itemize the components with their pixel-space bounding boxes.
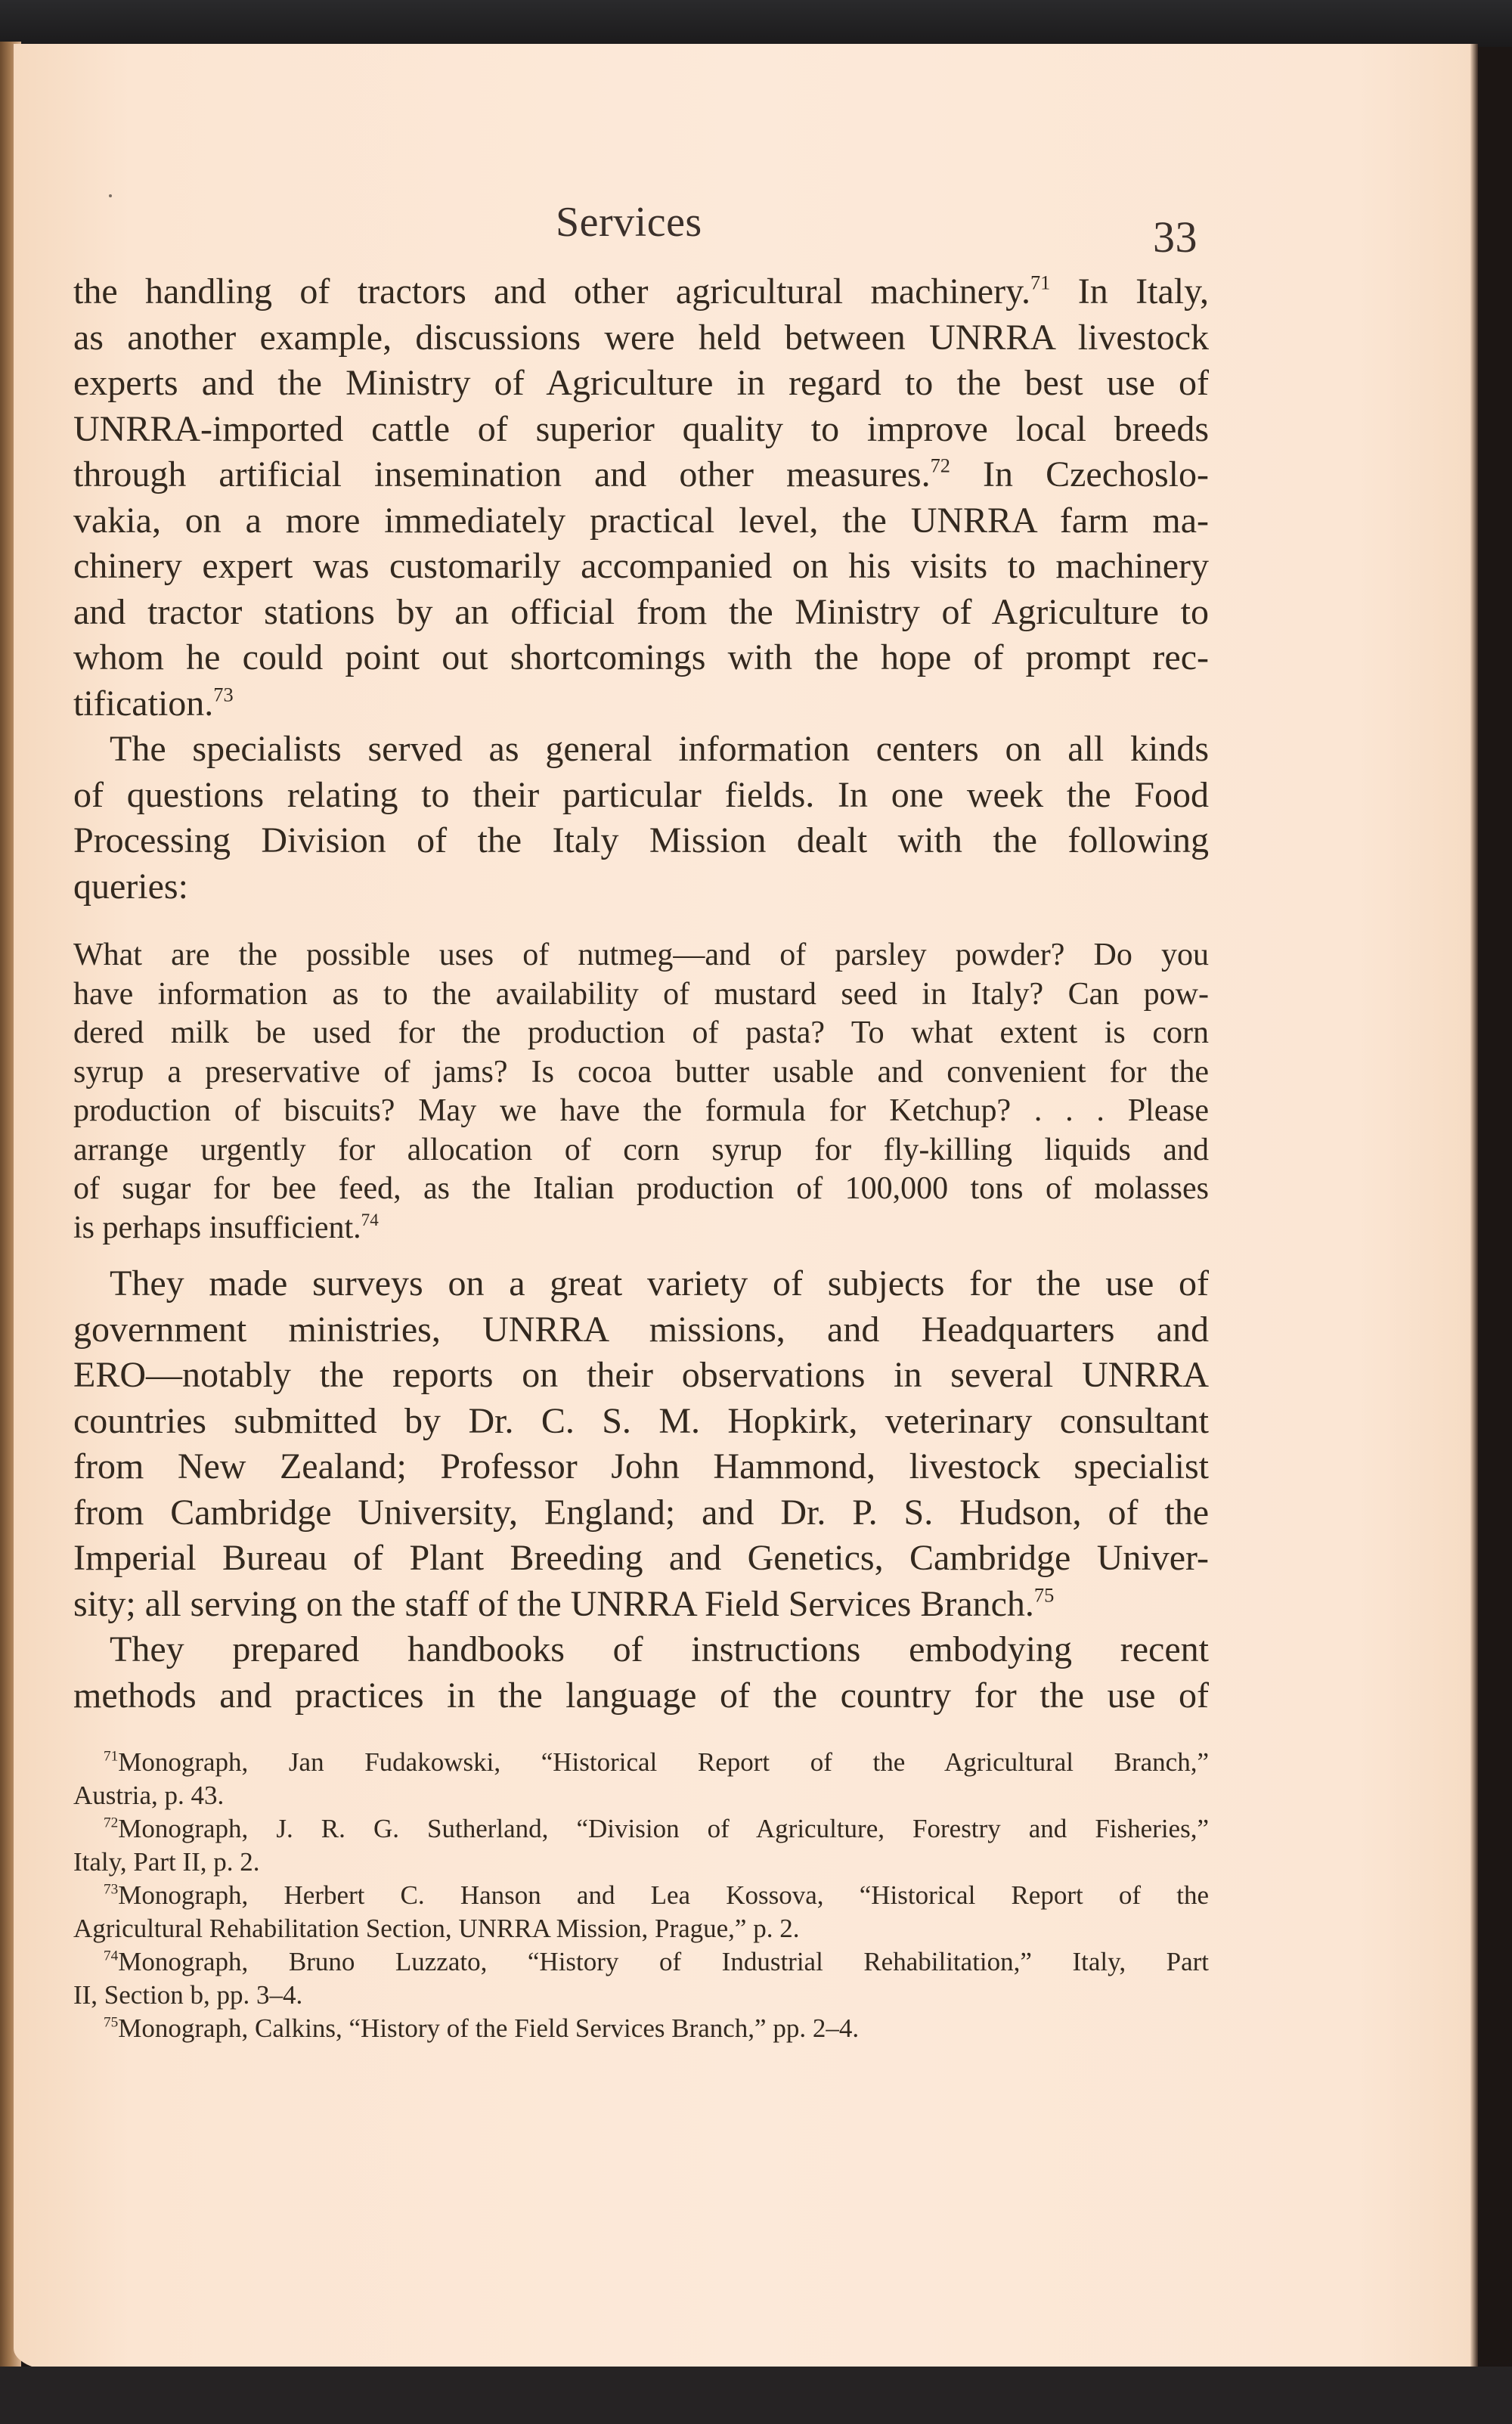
footnote-line: $^{75}$Monograph, Calkins, “History of the Field Services Branch,” pp. 2–4. bbox=[104, 2013, 860, 2043]
footnote-number: 74 bbox=[104, 1948, 119, 1964]
page-edge bbox=[1470, 44, 1478, 2371]
quote-line: What are the possible uses of nutmeg—and of parsley powder? Do you bbox=[73, 938, 1209, 972]
paragraph-line: chinery expert was customarily accompanied on his visits to machinery bbox=[73, 546, 1209, 586]
footnote-line: Austria, p. 43. bbox=[73, 1781, 225, 1810]
footnote-line: Italy, Part II, p. 2. bbox=[73, 1847, 260, 1877]
quote-line: arrange urgently for allocation of corn syrup for fly-killing liquids and bbox=[73, 1132, 1209, 1167]
footnote-line: II, Section b, pp. 3–4. bbox=[73, 1980, 303, 2010]
quote-line: syrup a preservative of jams? Is cocoa butter usable and convenient for the bbox=[73, 1054, 1209, 1090]
quote-line: is perhaps insufficient.$^{74}$ bbox=[73, 1209, 379, 1245]
scan-background-bottom bbox=[0, 2367, 1512, 2424]
paragraph-line: from Cambridge University, England; and Dr. P. S. Hudson, of the bbox=[73, 1492, 1209, 1533]
paragraph-line: They prepared handbooks of instructions embodying recent bbox=[110, 1629, 1209, 1669]
paragraph-line: countries submitted by Dr. C. S. M. Hopkirk, veterinary consultant bbox=[73, 1400, 1209, 1441]
paragraph-line: as another example, discussions were held between UNRRA livestock bbox=[73, 317, 1209, 358]
paragraph-line: from New Zealand; Professor John Hammond, livestock specialist bbox=[73, 1446, 1209, 1486]
footnote-line: $^{72}$Monograph, J. R. G. Sutherland, “Division of Agriculture, Forestry and Fisheries,” bbox=[104, 1814, 1209, 1843]
paragraph-line: Imperial Bureau of Plant Breeding and Genetics, Cambridge Univer- bbox=[73, 1538, 1209, 1578]
footnote-line: $^{74}$Monograph, Bruno Luzzato, “History of Industrial Rehabilitation,” Italy, Part bbox=[104, 1947, 1209, 1976]
paragraph-line: methods and practices in the language of the country for the use of bbox=[73, 1675, 1209, 1716]
quote-line: of sugar for bee feed, as the Italian production of 100,000 tons of molasses bbox=[73, 1171, 1209, 1206]
footnote-number: 75 bbox=[104, 2014, 119, 2031]
paragraph-line: They made surveys on a great variety of subjects for the use of bbox=[110, 1263, 1209, 1303]
running-title: Services bbox=[556, 199, 702, 246]
paragraph-line: government ministries, UNRRA missions, and Headquarters and bbox=[73, 1309, 1209, 1350]
paragraph-line: UNRRA-imported cattle of superior quality to improve local breeds bbox=[73, 408, 1209, 449]
footnote-line: $^{73}$Monograph, Herbert C. Hanson and Lea Kossova, “Historical Report of the bbox=[104, 1880, 1209, 1910]
paragraph-line: Processing Division of the Italy Mission dealt with the following bbox=[73, 820, 1209, 860]
quote-line: have information as to the availability of mustard seed in Italy? Can pow- bbox=[73, 976, 1209, 1012]
scan-background-top bbox=[0, 0, 1512, 47]
footnote-line: Agricultural Rehabilitation Section, UNRRA Mission, Prague,” p. 2. bbox=[73, 1914, 800, 1943]
footnote-reference: 73 bbox=[213, 683, 234, 706]
quote-line: production of biscuits? May we have the formula for Ketchup? . . . Please bbox=[73, 1093, 1209, 1128]
footnote-number: 71 bbox=[104, 1748, 119, 1765]
paragraph-line: and tractor stations by an official from the Ministry of Agriculture to bbox=[73, 591, 1209, 632]
paragraph-line: through artificial insemination and other measures.$^{72}$ In Czechoslo- bbox=[73, 454, 1210, 494]
paragraph-line: vakia, on a more immediately practical level, the UNRRA farm ma- bbox=[73, 500, 1209, 541]
footnote-reference: 72 bbox=[930, 454, 950, 477]
paragraph-line: the handling of tractors and other agricultural machinery.$^{71}$ In Italy, bbox=[73, 271, 1210, 312]
paragraph-line: experts and the Ministry of Agriculture in regard to the best use of bbox=[73, 363, 1209, 403]
paragraph-line: ERO—notably the reports on their observations in several UNRRA bbox=[73, 1355, 1209, 1395]
paragraph-line: sity; all serving on the staff of the UNRRA Field Services Branch.$^{75}$ bbox=[73, 1583, 1055, 1624]
footnote-number: 72 bbox=[104, 1815, 119, 1831]
footnote-reference: 71 bbox=[1030, 271, 1051, 294]
paragraph-line: The specialists served as general information centers on all kinds bbox=[110, 729, 1209, 769]
paragraph-line: queries: bbox=[73, 866, 188, 907]
quote-line: dered milk be used for the production of pasta? To what extent is corn bbox=[73, 1015, 1209, 1050]
paragraph-line: tification.$^{73}$ bbox=[73, 683, 234, 724]
footnote-number: 73 bbox=[104, 1881, 119, 1898]
paragraph-line: whom he could point out shortcomings with the hope of prompt rec- bbox=[73, 637, 1209, 677]
footnote-reference: 75 bbox=[1033, 1583, 1055, 1607]
paper-speck bbox=[109, 194, 112, 197]
footnote-reference: 74 bbox=[361, 1209, 379, 1229]
paragraph-line: of questions relating to their particular fields. In one week the Food bbox=[73, 774, 1209, 815]
page-number: 33 bbox=[1153, 212, 1198, 262]
footnote-line: $^{71}$Monograph, Jan Fudakowski, “Historical Report of the Agricultural Branch,” bbox=[104, 1747, 1209, 1777]
